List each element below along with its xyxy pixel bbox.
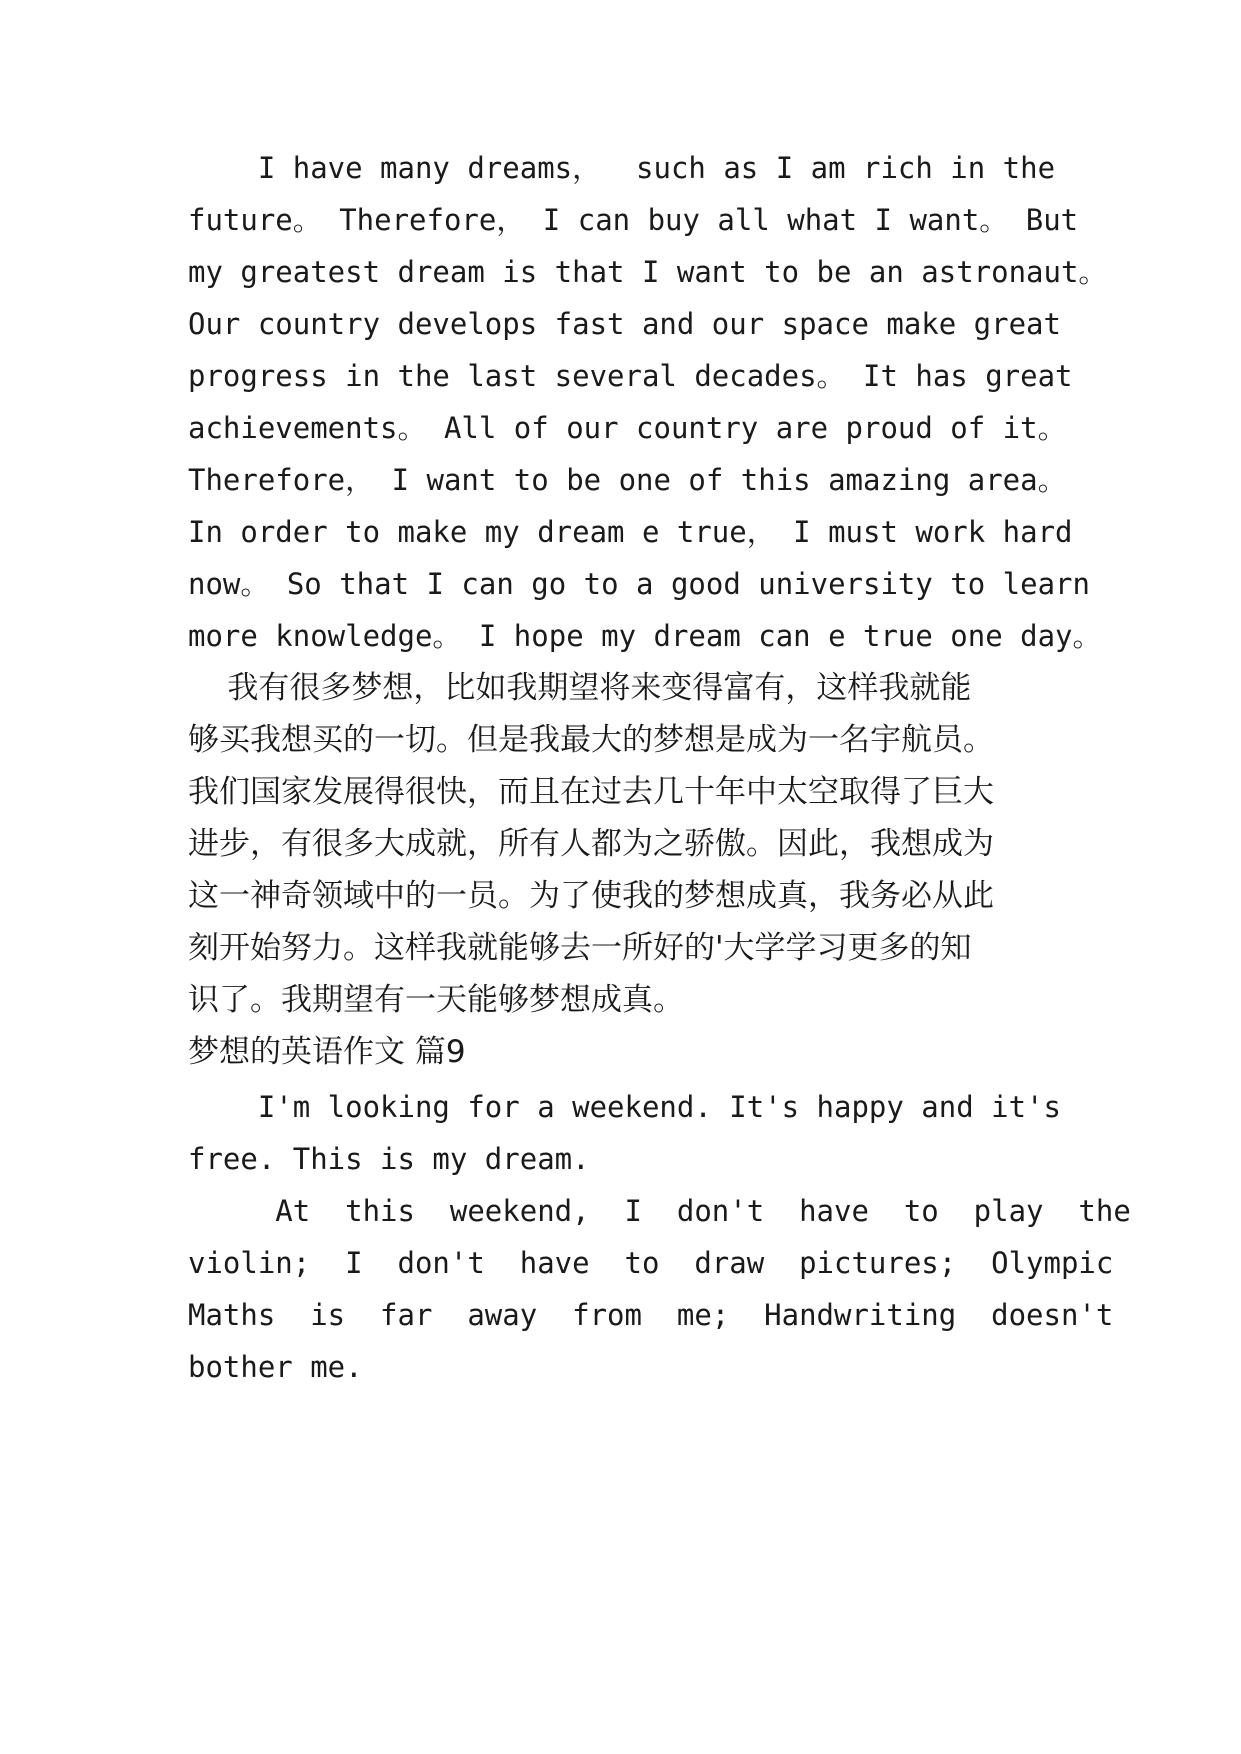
text-line-chinese: 我们国家发展得很快，而且在过去几十年中太空取得了巨大 — [188, 774, 994, 810]
text-line: Therefore， I want to be one of this amazing area。 — [188, 463, 1067, 497]
text-line: At this weekend, I don't have to play the — [188, 1194, 1131, 1228]
text-line: more knowledge。 I hope my dream can e true one day。 — [188, 619, 1102, 653]
text-line: future。 Therefore， I can buy all what I want。 But — [188, 203, 1079, 237]
text-line: bother me. — [188, 1350, 363, 1384]
text-line-chinese: 识了。我期望有一天能够梦想成真。 — [188, 982, 684, 1018]
text-line: Maths is far away from me; Handwriting doesn't — [188, 1298, 1114, 1332]
text-line: achievements。 All of our country are proud of it。 — [188, 411, 1067, 445]
text-line: my greatest dream is that I want to be an astronaut。 — [188, 255, 1108, 289]
text-line-chinese: 我有很多梦想，比如我期望将来变得富有，这样我就能 — [188, 670, 972, 706]
text-line-chinese: 这一神奇领域中的一员。为了使我的梦想成真，我务必从此 — [188, 878, 994, 914]
text-line: now。 So that I can go to a good university to learn — [188, 567, 1090, 601]
text-line-chinese: 够买我想买的一切。但是我最大的梦想是成为一名宇航员。 — [188, 722, 994, 758]
text-line: progress in the last several decades。 It has great — [188, 359, 1073, 393]
section-heading: 梦想的英语作文 篇9 — [188, 1034, 466, 1070]
text-line: In order to make my dream e true， I must work hard — [188, 515, 1073, 549]
text-line-chinese: 进步，有很多大成就，所有人都为之骄傲。因此，我想成为 — [188, 826, 994, 862]
text-line: I have many dreams， such as I am rich in the — [188, 151, 1056, 185]
text-line: I'm looking for a weekend. It's happy and it's — [188, 1090, 1061, 1124]
text-line-chinese: 刻开始努力。这样我就能够去一所好的'大学学习更多的知 — [188, 930, 972, 966]
text-line: free. This is my dream. — [188, 1142, 590, 1176]
text-line: Our country develops fast and our space make great — [188, 307, 1061, 341]
text-line: violin; I don't have to draw pictures; Olympic — [188, 1246, 1114, 1280]
